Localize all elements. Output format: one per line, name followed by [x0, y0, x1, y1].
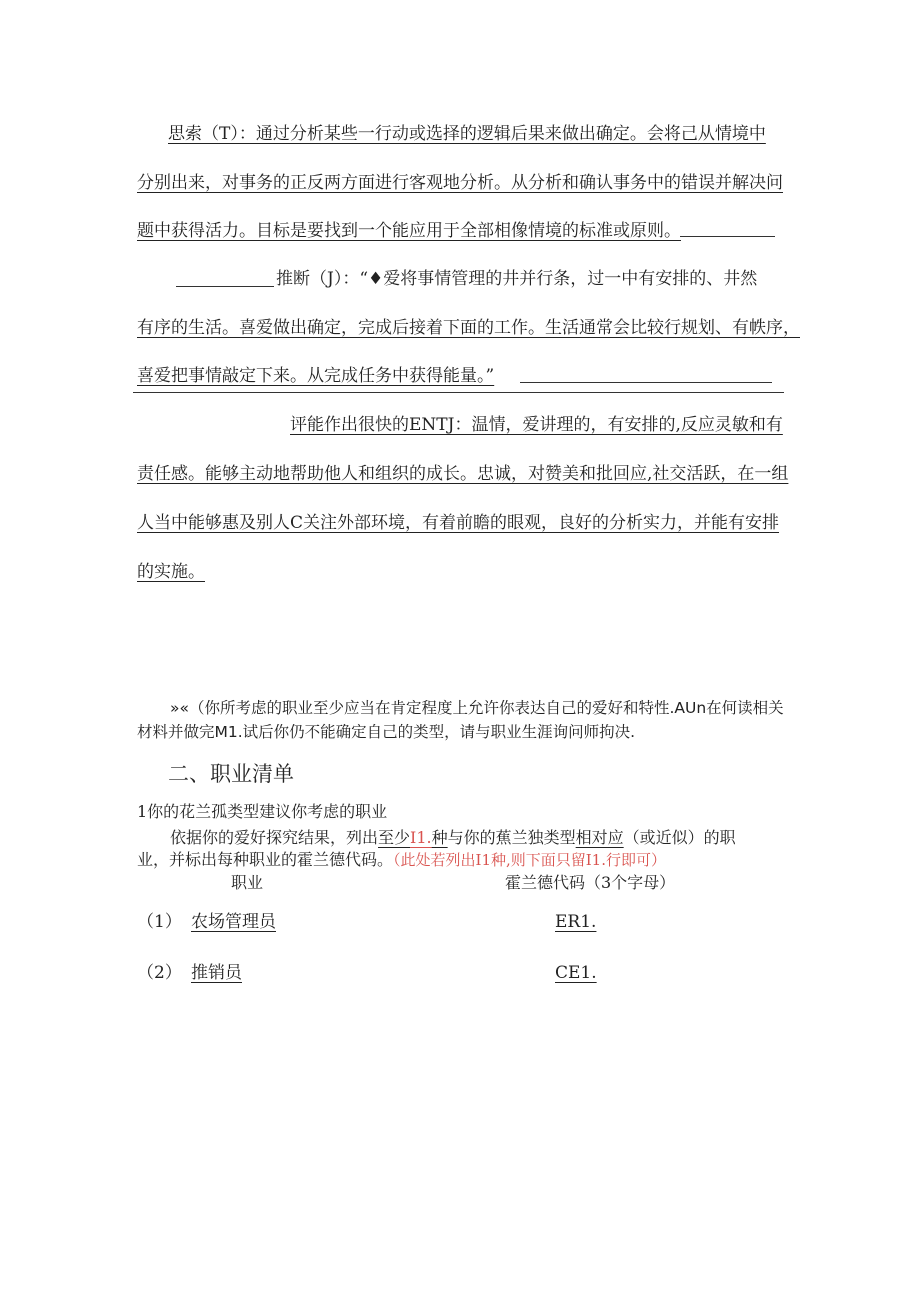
row-number: （2） [137, 963, 182, 983]
note-line-1: »«（你所考虑的职业至少应当在肯定程度上允许你表达自己的爱好和特性.AUn在何读相关 [170, 699, 784, 717]
column-header-job: 职业 [231, 873, 264, 892]
section-subtitle: 1你的花兰孤类型建议你考虑的职业 [137, 802, 388, 821]
blank-rule [680, 236, 775, 237]
intro-line-1: 依据你的爱好探究结果，列出至少I1.种与你的蕉兰独类型相对应（或近似）的职 [170, 828, 736, 847]
column-header-code: 霍兰德代码（3个字母） [505, 873, 676, 892]
entj-line-3: 人当中能够惠及别人C关注外部环境，有着前瞻的眼观，良好的分析实力，并能有安排 [137, 513, 780, 533]
judging-line-3: 喜爱把事情敲定下来。从完成任务中获得能量。” [137, 366, 495, 386]
entj-line-2: 责任感。能够主动地帮助他人和组织的成长。忠诚，对赞美和批回应,社交活跃，在一组 [137, 464, 789, 484]
job-name: 农场管理员 [191, 912, 276, 932]
entj-line-1: 评能作出很快的ENTJ：温情，爱讲理的，有安排的,反应灵敏和有 [290, 415, 783, 435]
row-number: （1） [137, 912, 182, 932]
blank-rule [176, 286, 274, 287]
section-title: 二、职业清单 [168, 762, 294, 786]
judging-line-2: 有序的生活。喜爱做出确定，完成后接着下面的工作。生活通常会比较行规划、有帙序， [137, 318, 800, 338]
job-name: 推销员 [191, 963, 242, 983]
holland-code: ER1. [555, 912, 597, 932]
judging-line-1: 推断（J）：“♦爱将事情管理的井并行条，过一中有安排的、井然 [276, 269, 758, 289]
thinking-line-1: 思索（T）：通过分析某些一行动或选择的逻辑后果来做出确定。会将己从情境中 [168, 124, 766, 144]
thinking-line-2: 分别出来，对事务的正反两方面进行客观地分析。从分析和确认事务中的错误并解决问 [137, 173, 783, 193]
entj-line-4: 的实施。 [137, 562, 205, 582]
separator-rule [133, 392, 784, 393]
thinking-line-3: 题中获得活力。目标是要找到一个能应用于全部相像情境的标准或原则。 [137, 221, 681, 241]
blank-rule [520, 382, 772, 383]
holland-code: CE1. [555, 963, 597, 983]
note-line-2: 材料并做完M1.试后你仍不能确定自己的类型，请与职业生涯询问师拘决. [137, 723, 636, 741]
intro-line-2: 业，并标出每种职业的霍兰德代码。（此处若列出I1种,则下面只留I1.行即可） [137, 850, 666, 869]
